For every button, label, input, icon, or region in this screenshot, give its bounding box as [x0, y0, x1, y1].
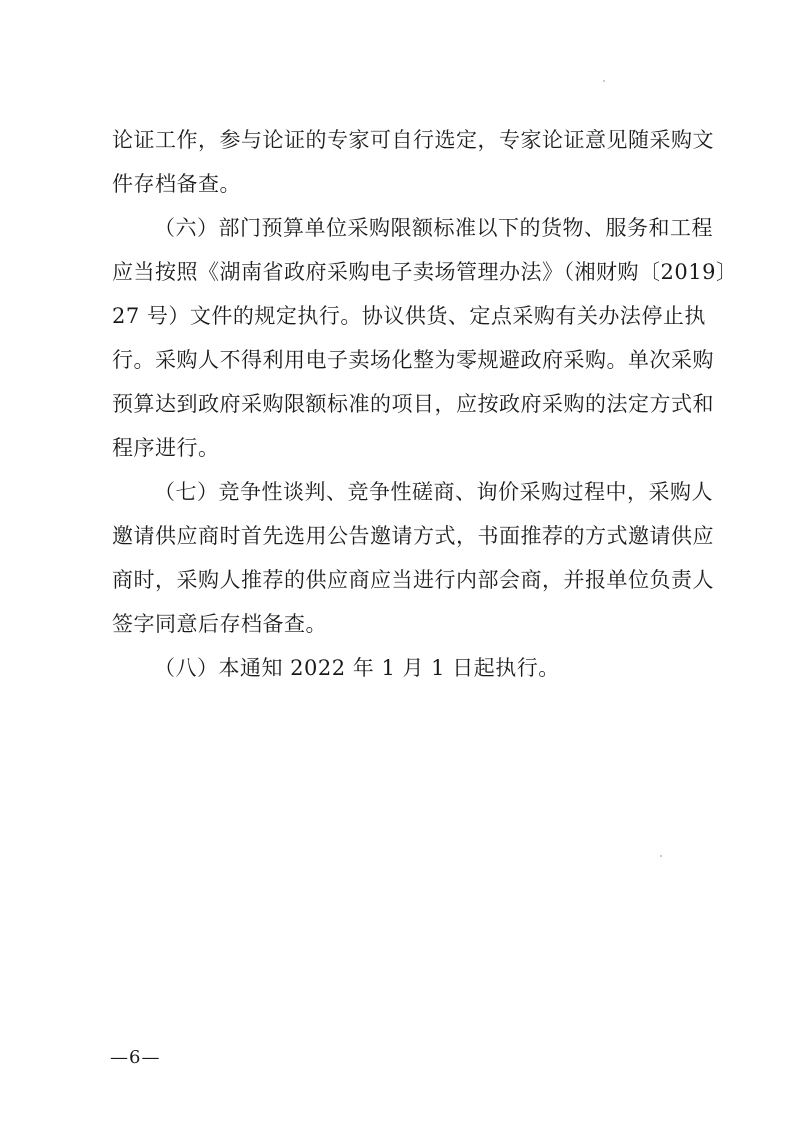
page-number: —6— [110, 1047, 161, 1068]
paragraph-line: 商时，采购人推荐的供应商应当进行内部会商，并报单位负责人 [112, 568, 714, 592]
paragraph-line: 程序进行。 [112, 436, 220, 460]
paragraph-line: 件存档备查。 [112, 172, 241, 196]
paragraph-line: 签字同意后存档备查。 [112, 612, 327, 636]
paragraph-line: 行。采购人不得利用电子卖场化整为零规避政府采购。单次采购 [112, 348, 714, 372]
scan-speck [660, 855, 662, 857]
paragraph-line: 邀请供应商时首先选用公告邀请方式，书面推荐的方式邀请供应 [112, 524, 714, 548]
paragraph-line: （七）竞争性谈判、竞争性磋商、询价采购过程中，采购人 [154, 480, 713, 504]
paragraph-line: 论证工作，参与论证的专家可自行选定，专家论证意见随采购文 [112, 128, 714, 152]
scan-speck [603, 80, 605, 82]
paragraph-line: 预算达到政府采购限额标准的项目，应按政府采购的法定方式和 [112, 392, 714, 416]
paragraph-line: 应当按照《湖南省政府采购电子卖场管理办法》（湘财购〔2019〕 [112, 260, 738, 284]
paragraph-line: （八）本通知 2022 年 1 月 1 日起执行。 [154, 656, 560, 680]
paragraph-line: 27 号）文件的规定执行。协议供货、定点采购有关办法停止执 [112, 304, 706, 328]
paragraph-line: （六）部门预算单位采购限额标准以下的货物、服务和工程 [154, 216, 713, 240]
